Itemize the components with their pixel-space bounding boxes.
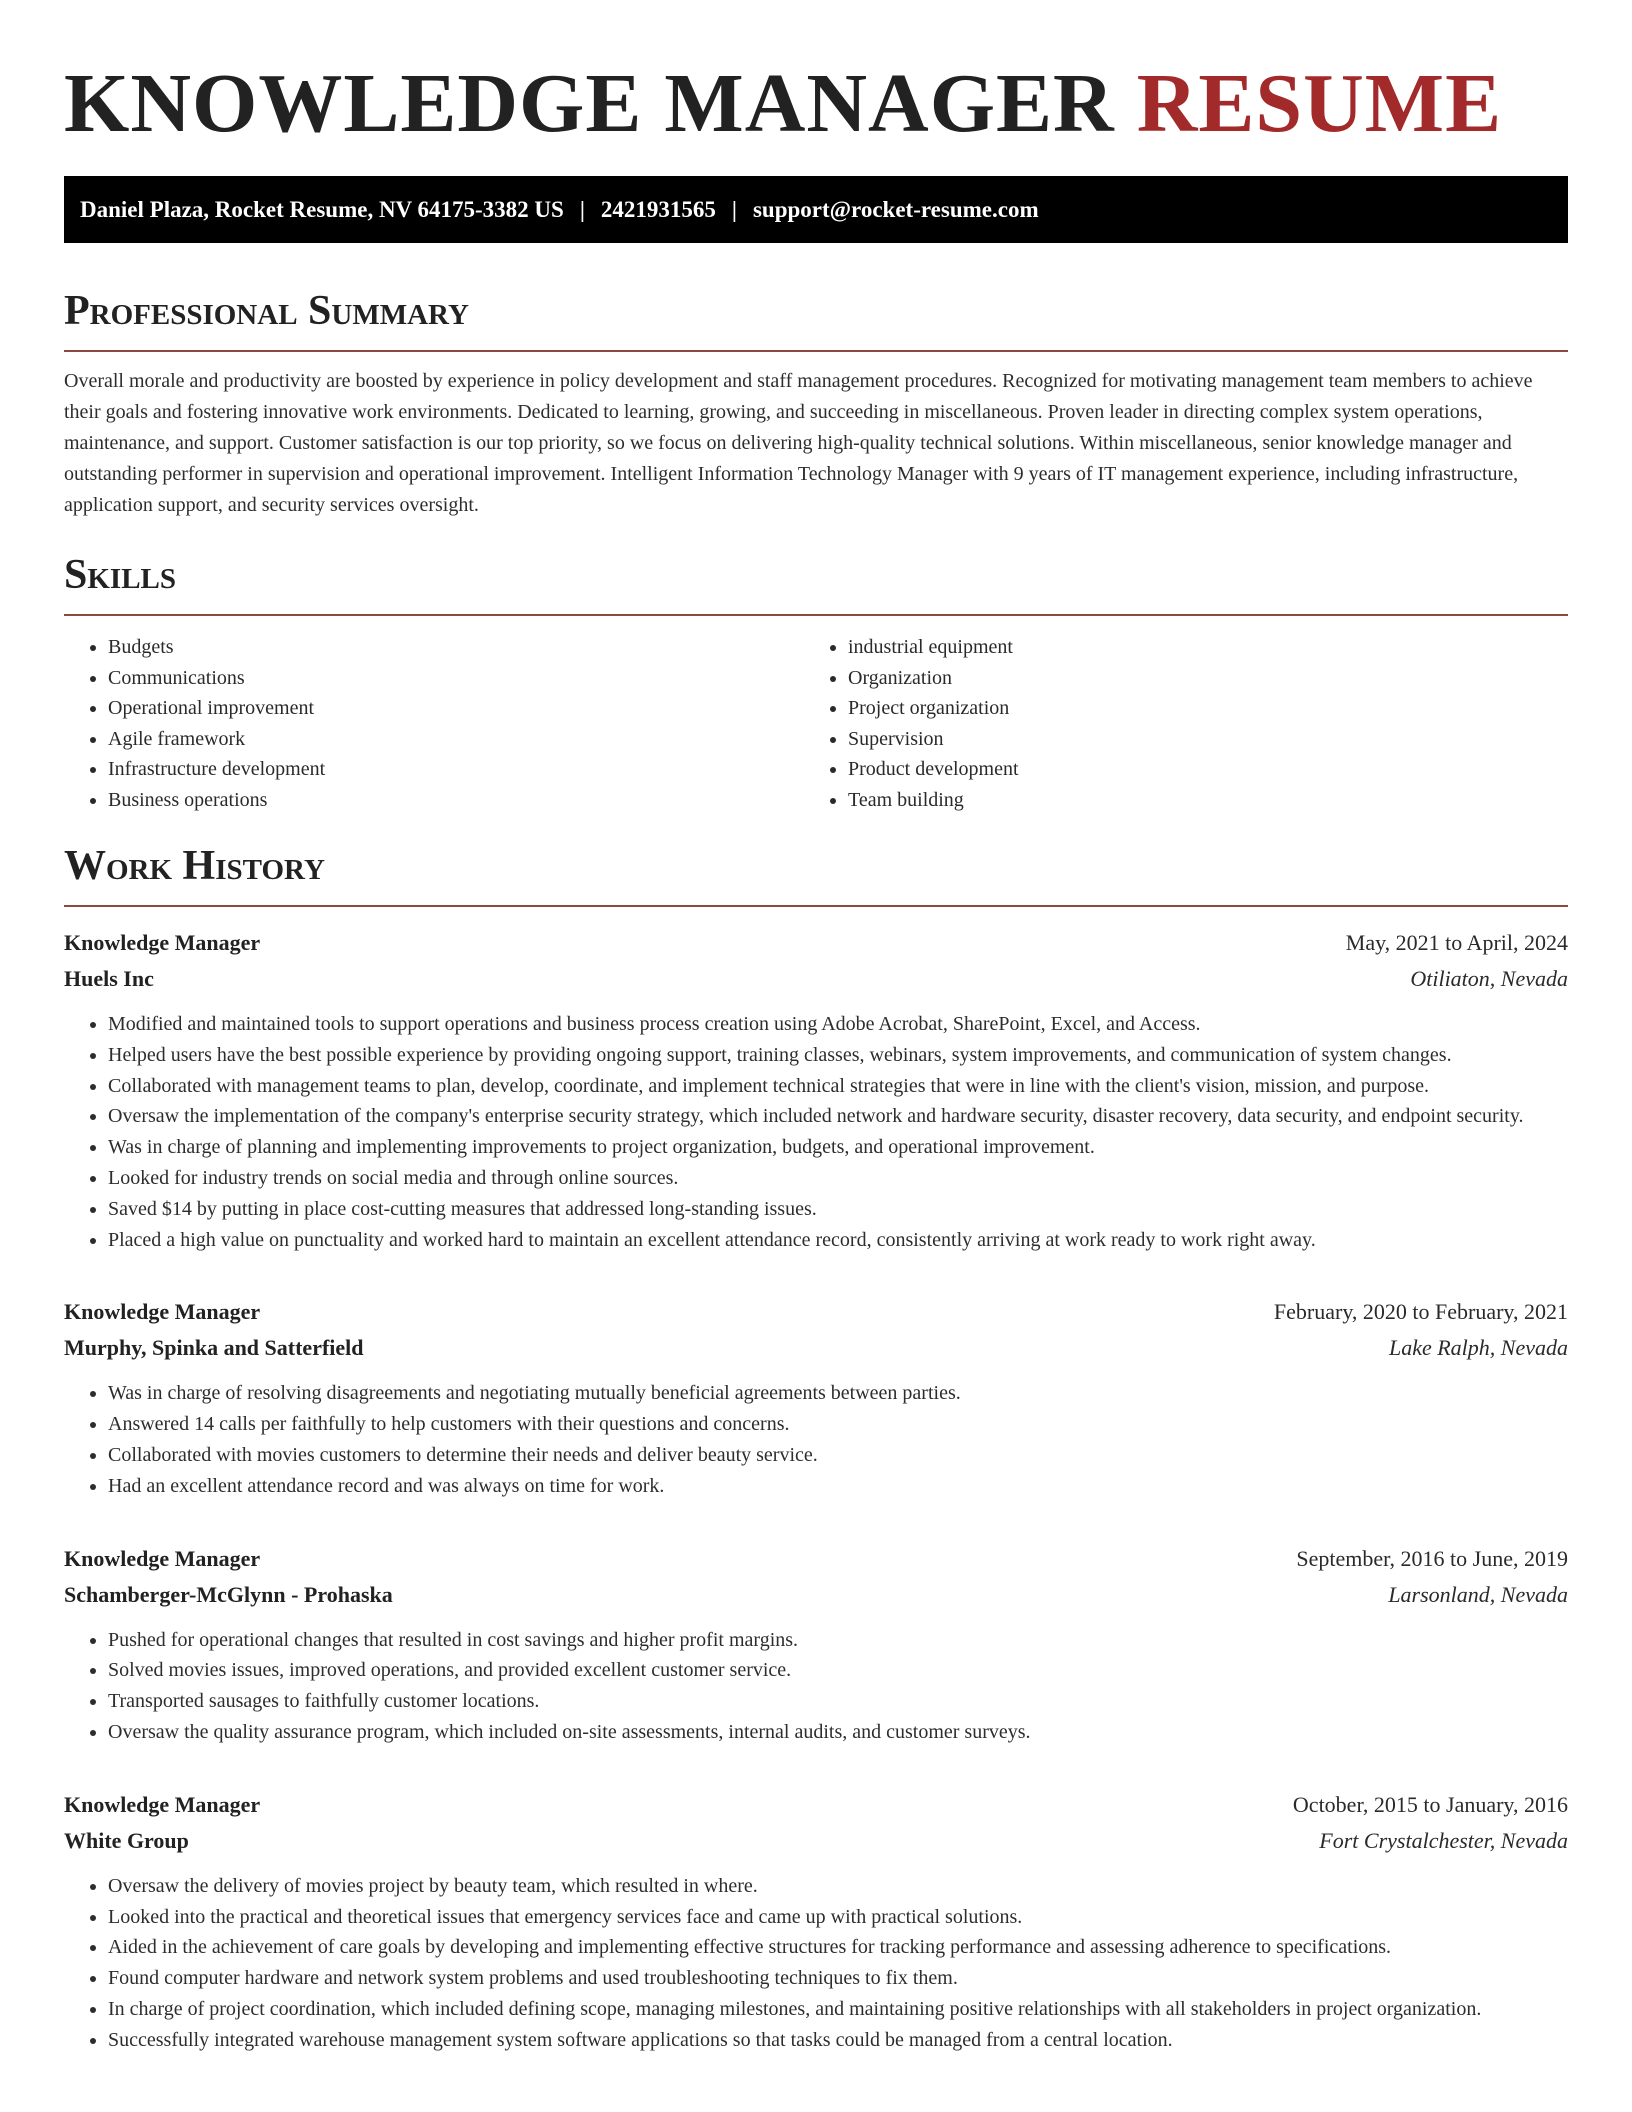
- job-dates: February, 2020 to February, 2021: [1273, 1299, 1568, 1325]
- job-bullet: • Helped users have the best possible experience by providing ongoing support, training classes, webinars, system improvements, and communication of system changes.: [108, 1040, 1568, 1071]
- job-title: Knowledge Manager: [64, 1545, 261, 1571]
- job-title-row: [64, 1294, 1568, 1330]
- skill-item: • Budgets: [108, 632, 804, 663]
- job-bullet: • Solved movies issues, improved operations, and provided excellent customer service.: [108, 1655, 1568, 1686]
- job-dates: October, 2015 to January, 2016: [1292, 1791, 1568, 1817]
- job-bullet: • Had an excellent attendance record and was always on time for work.: [108, 1471, 1568, 1502]
- skill-item: • Infrastructure development: [108, 754, 804, 785]
- contact-separator: |: [579, 196, 585, 222]
- job-bullet: • Successfully integrated warehouse management system software applications so that tasks could be managed from a central location.: [108, 2025, 1568, 2056]
- job-bullet-list: [64, 1871, 1568, 2056]
- job-company: Huels Inc: [64, 966, 154, 991]
- job-location: Lake Ralph, Nevada: [1388, 1335, 1568, 1361]
- job-dates: September, 2016 to June, 2019: [1296, 1545, 1568, 1571]
- job-location: Larsonland, Nevada: [1388, 1581, 1568, 1607]
- skills-section: [64, 554, 1568, 815]
- contact-address: Daniel Plaza, Rocket Resume, NV 64175-3382 US: [80, 196, 564, 222]
- job-bullet-list: [64, 1625, 1568, 1748]
- job-bullet: • Looked for industry trends on social media and through online sources.: [108, 1163, 1568, 1194]
- contact-email: support@rocket-resume.com: [752, 196, 1039, 222]
- job-dates: May, 2021 to April, 2024: [1345, 930, 1568, 955]
- skill-item: • Product development: [848, 754, 1544, 785]
- title-accent: RESUME: [1136, 57, 1503, 150]
- job-bullet-list: [64, 1378, 1568, 1501]
- skill-item: • Organization: [848, 663, 1544, 694]
- job-company-row: [64, 1330, 1568, 1366]
- skill-item: • Communications: [108, 663, 804, 694]
- job-bullet: • Oversaw the delivery of movies project by beauty team, which resulted in where.: [108, 1871, 1568, 1902]
- contact-separator: |: [731, 196, 737, 222]
- job-company: Schamberger-McGlynn - Prohaska: [64, 1581, 393, 1607]
- job-company-row: [64, 961, 1568, 997]
- skill-item: • Business operations: [108, 785, 804, 816]
- job-entry: [64, 1294, 1568, 1501]
- job-bullet: • Aided in the achievement of care goals by developing and implementing effective structures for tracking performance and assessing adherence to specifications.: [108, 1932, 1568, 1963]
- job-company: Murphy, Spinka and Satterfield: [64, 1335, 364, 1361]
- job-list: [64, 925, 1568, 2056]
- skills-list-right: [804, 632, 1544, 815]
- summary-text: Overall morale and productivity are boosted by experience in policy development and staff management procedures. Recognized for motivating management team members to achieve their goals and fostering innovative work environments. Dedicated to learning, growing, and succeeding in miscellaneous. Proven leader in directing complex system operations, maintenance, and support. Customer satisfaction is our top priority, so we focus on delivering high-quality technical solutions. Within miscellaneous, senior knowledge manager and outstanding performer in supervision and operational improvement. Intelligent Information Technology Manager with 9 years of IT management experience, including infrastructure, application support, and security services oversight.: [64, 370, 1533, 516]
- job-bullet: • In charge of project coordination, which included defining scope, managing milestones, and maintaining positive relationships with all stakeholders in project organization.: [108, 1994, 1568, 2025]
- job-bullet: • Oversaw the implementation of the company's enterprise security strategy, which included network and hardware security, disaster recovery, data security, and endpoint security.: [108, 1101, 1568, 1132]
- job-title-row: [64, 925, 1568, 961]
- job-bullet: • Placed a high value on punctuality and worked hard to maintain an excellent attendance record, consistently arriving at work ready to work right away.: [108, 1225, 1568, 1256]
- job-entry: [64, 1787, 1568, 2056]
- job-entry: [64, 1541, 1568, 1748]
- skill-item: • Project organization: [848, 693, 1544, 724]
- job-bullet: • Collaborated with movies customers to determine their needs and deliver beauty service.: [108, 1440, 1568, 1471]
- skill-item: • Team building: [848, 785, 1544, 816]
- job-bullet: • Found computer hardware and network system problems and used troubleshooting techniques to fix them.: [108, 1963, 1568, 1994]
- job-title: Knowledge Manager: [64, 1299, 261, 1325]
- job-bullet: • Transported sausages to faithfully customer locations.: [108, 1686, 1568, 1717]
- job-bullet: • Saved $14 by putting in place cost-cutting measures that addressed long-standing issues.: [108, 1194, 1568, 1225]
- job-company: White Group: [64, 1827, 189, 1853]
- job-bullet: • Pushed for operational changes that resulted in cost savings and higher profit margins.: [108, 1625, 1568, 1656]
- job-entry: [64, 925, 1568, 1255]
- skills-columns: [64, 632, 1568, 815]
- job-bullet: • Modified and maintained tools to support operations and business process creation using Adobe Acrobat, SharePoint, Excel, and Access.: [108, 1009, 1568, 1040]
- resume-page: [64, 0, 1568, 2056]
- contact-phone: 2421931565: [600, 196, 716, 222]
- work-history-section: [64, 845, 1568, 2056]
- job-title: Knowledge Manager: [64, 930, 261, 955]
- skills-heading: Skills: [64, 554, 1568, 616]
- summary-heading: Professional Summary: [64, 290, 1568, 352]
- job-title-row: [64, 1787, 1568, 1823]
- job-title-row: [64, 1541, 1568, 1577]
- job-bullet-list: [64, 1009, 1568, 1255]
- job-company-row: [64, 1577, 1568, 1613]
- skill-item: • Agile framework: [108, 724, 804, 755]
- resume-title: [64, 0, 1568, 153]
- job-company-row: [64, 1823, 1568, 1859]
- job-bullet: • Collaborated with management teams to plan, develop, coordinate, and implement technical strategies that were in line with the client's vision, mission, and purpose.: [108, 1071, 1568, 1102]
- skill-item: • Operational improvement: [108, 693, 804, 724]
- skill-item: • Supervision: [848, 724, 1544, 755]
- title-main: KNOWLEDGE MANAGER: [64, 57, 1115, 150]
- job-bullet: • Looked into the practical and theoretical issues that emergency services face and came up with practical solutions.: [108, 1902, 1568, 1933]
- job-location: Otiliaton, Nevada: [1410, 966, 1568, 991]
- skills-list-left: [64, 632, 804, 815]
- job-location: Fort Crystalchester, Nevada: [1319, 1827, 1568, 1853]
- skill-item: • industrial equipment: [848, 632, 1544, 663]
- summary-section: [64, 290, 1568, 521]
- job-bullet: • Was in charge of planning and implementing improvements to project organization, budgets, and operational improvement.: [108, 1132, 1568, 1163]
- job-bullet: • Was in charge of resolving disagreements and negotiating mutually beneficial agreements between parties.: [108, 1378, 1568, 1409]
- job-bullet: • Answered 14 calls per faithfully to help customers with their questions and concerns.: [108, 1409, 1568, 1440]
- job-title: Knowledge Manager: [64, 1791, 261, 1817]
- contact-bar: [64, 176, 1568, 243]
- work-history-heading: Work History: [64, 845, 1568, 907]
- job-bullet: • Oversaw the quality assurance program, which included on-site assessments, internal audits, and customer surveys.: [108, 1717, 1568, 1748]
